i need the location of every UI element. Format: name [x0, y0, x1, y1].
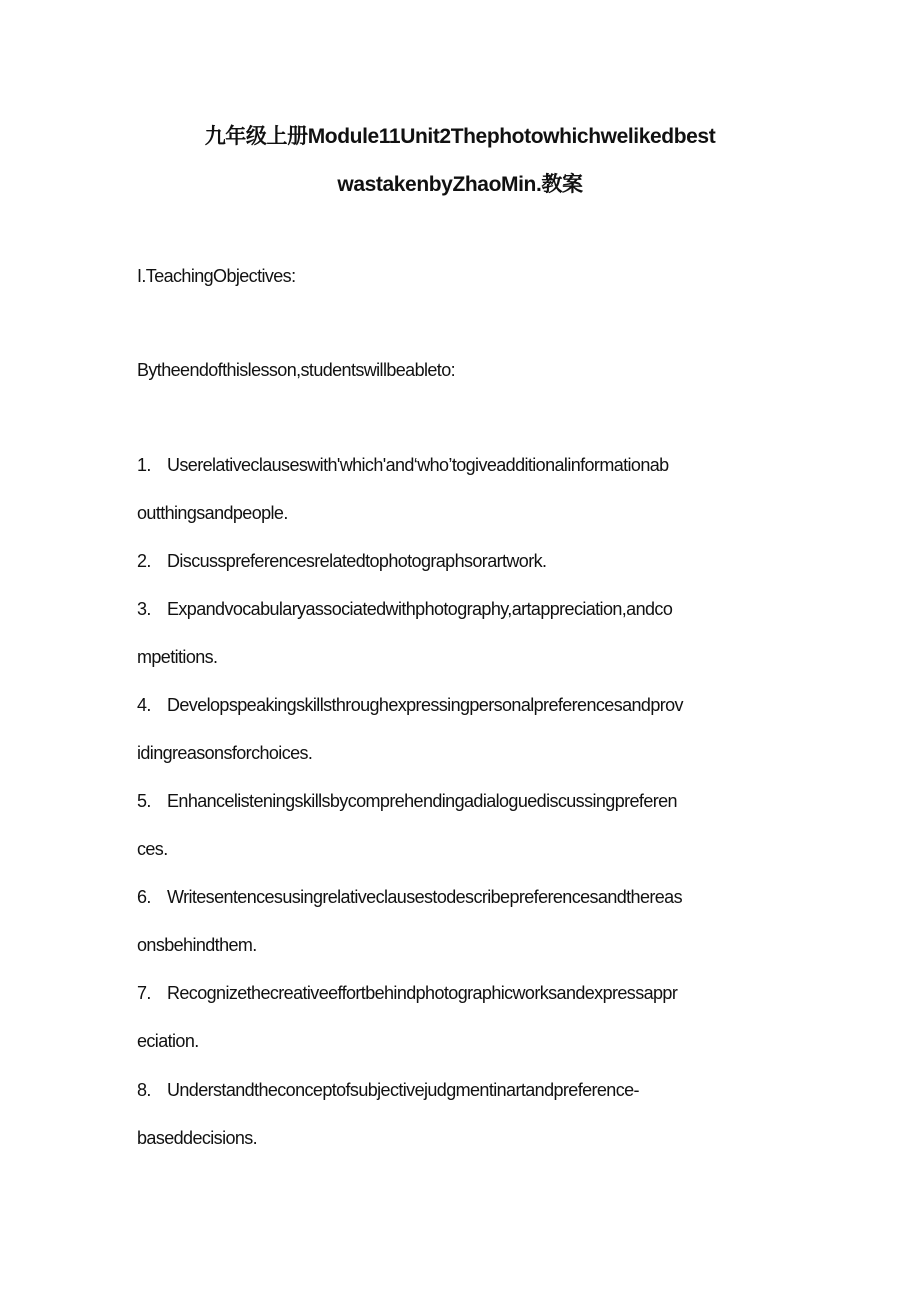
document-title-line-1: 九年级上册Module11Unit2Thephotowhichwelikedbest [204, 125, 716, 148]
objective-number: 5. [137, 791, 151, 811]
objective-number: 2. [137, 551, 151, 571]
objective-text-line-1: Expandvocabularyassociatedwithphotography,artappreciation,andco [167, 599, 673, 619]
objective-number: 4. [137, 695, 151, 715]
objective-text-line-2: outthingsandpeople. [137, 503, 288, 523]
objective-text-line-1: Enhancelisteningskillsbycomprehendingadialoguediscussingpreferen [167, 791, 677, 811]
intro-text: Bytheendofthislesson,studentswillbeableto: [137, 360, 456, 380]
document-title-line-2: wastakenbyZhaoMin.教案 [337, 173, 583, 196]
objective-text-line-1: Understandtheconceptofsubjectivejudgmentinartandpreference- [167, 1080, 639, 1100]
objective-number: 1. [137, 455, 151, 475]
objective-text-line-2: idingreasonsforchoices. [137, 743, 313, 763]
objective-number: 7. [137, 983, 151, 1003]
objective-number: 3. [137, 599, 151, 619]
objective-text-line-1: Discusspreferencesrelatedtophotographsorartwork. [167, 551, 547, 571]
objective-text-line-2: mpetitions. [137, 647, 218, 667]
objective-text-line-2: ces. [137, 839, 168, 859]
objective-text-line-1: Recognizethecreativeeffortbehindphotographicworksandexpressappr [167, 983, 678, 1003]
objective-text-line-1: Writesentencesusingrelativeclausestodescribepreferencesandthereas [167, 887, 682, 907]
objective-number: 8. [137, 1080, 151, 1100]
objective-text-line-2: baseddecisions. [137, 1128, 258, 1148]
objective-text-line-1: Developspeakingskillsthroughexpressingpersonalpreferencesandprov [167, 695, 683, 715]
objective-text-line-2: eciation. [137, 1031, 199, 1051]
section-heading: I.TeachingObjectives: [137, 266, 296, 286]
objective-text-line-2: onsbehindthem. [137, 935, 257, 955]
objective-number: 6. [137, 887, 151, 907]
objective-text-line-1: Userelativeclauseswith'which'and‘who’togiveadditionalinformationab [167, 455, 669, 475]
